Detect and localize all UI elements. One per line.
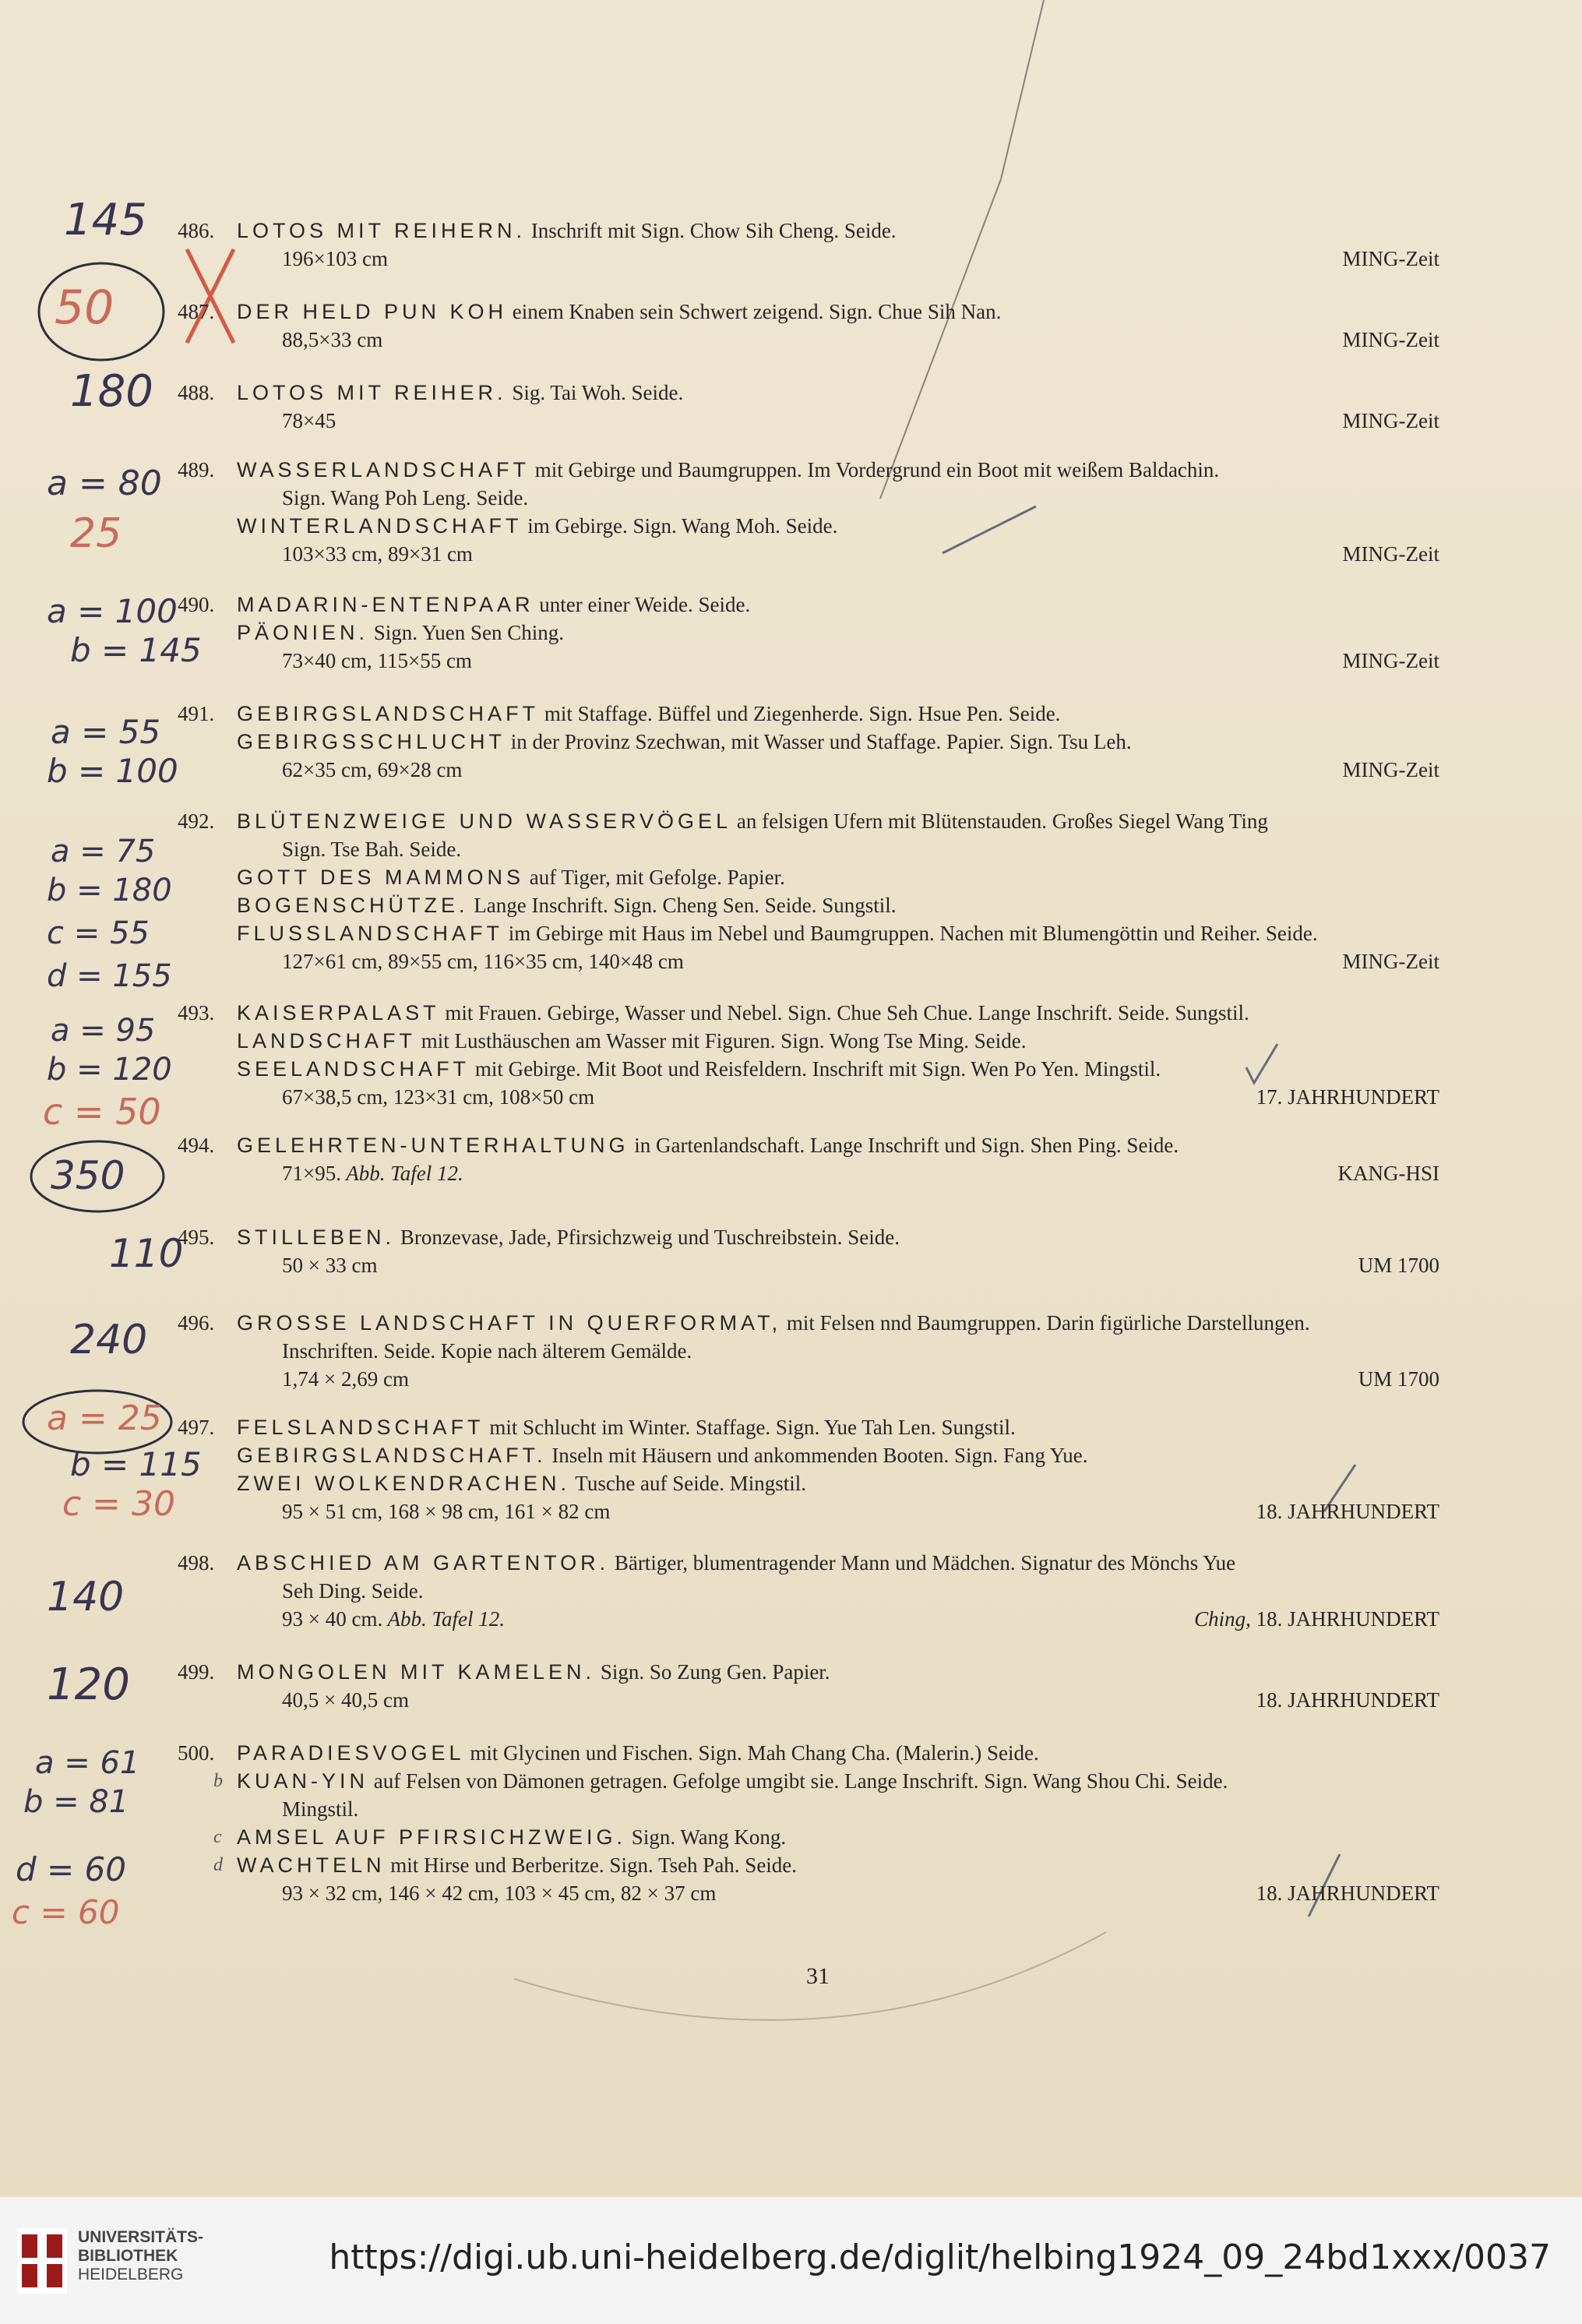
entry-line [178,1159,1439,1187]
artwork-description: Bärtiger, blumentragender Mann und Mädchen. Signatur des Mönchs Yue [609,1551,1236,1575]
artwork-description: Tusche auf Seide. Mingstil. [570,1472,807,1495]
artwork-title: STILLEBEN. [237,1225,396,1249]
artwork-title: AMSEL AUF PFIRSICHZWEIG. [237,1825,627,1849]
entry-line [178,700,1439,728]
entry-body [237,217,1439,245]
entry-number: 493. [178,1001,215,1024]
plate-reference: Abb. Tafel 12. [340,1162,463,1185]
entry-line [178,1055,1439,1083]
period-label: 17. JAHRHUNDERT [1256,1085,1439,1109]
handwritten-price: d = 60 [16,1850,126,1888]
artwork-description: Inseln mit Häusern und ankommenden Booten. Sign. Fang Yue. [546,1444,1088,1467]
entry-number: 491. [178,702,215,725]
entry-body [237,512,1439,540]
entry-line [178,1879,1439,1907]
artwork-title: GEBIRGSLANDSCHAFT [237,702,540,725]
entry-line [178,1767,1439,1795]
entry-body [237,456,1439,484]
artwork-description: im Gebirge mit Haus im Nebel und Baumgruppen. Nachen mit Blumengöttin und Reiher. Seide. [503,922,1318,945]
entry-line [178,1131,1439,1159]
entry-continuation: 67×38,5 cm, 123×31 cm, 108×50 cm [282,1085,595,1109]
entry-body [237,1223,1439,1251]
entry-continuation: 73×40 cm, 115×55 cm [282,649,472,672]
catalog-entry [178,1131,1439,1187]
entry-line [178,1337,1439,1365]
artwork-title: LANDSCHAFT [237,1029,417,1053]
handwritten-price: c = 55 [47,915,150,951]
entry-number: 500. [178,1741,215,1765]
artwork-description: einem Knaben sein Schwert zeigend. Sign. Chue Sih Nan. [507,300,1002,323]
entry-number: 497. [178,1416,215,1439]
artwork-description: Sign. Yuen Sen Ching. [368,621,565,644]
entry-body [237,1767,1439,1795]
entry-line [178,1469,1439,1497]
entry-body [237,298,1439,326]
entry-line [178,947,1439,975]
handwritten-price: a = 95 [51,1013,156,1049]
period-label: Ching, 18. JAHRHUNDERT [1194,1607,1439,1631]
sub-item-letter: b [213,1771,223,1791]
catalog-entry [178,1309,1439,1393]
entry-line [178,1497,1439,1525]
artwork-title: WASSERLANDSCHAFT [237,458,530,481]
artwork-description: Sign. So Zung Gen. Papier. [595,1660,830,1684]
artwork-title: KUAN-YIN [237,1769,369,1793]
artwork-description: Inschrift mit Sign. Chow Sih Cheng. Seide. [526,219,897,242]
entry-line [178,379,1439,407]
entry-number: 495. [178,1225,215,1249]
entry-continuation: 1,74 × 2,69 cm [282,1367,409,1391]
entry-line [178,835,1439,863]
catalog-entry [178,217,1439,273]
artwork-title: ZWEI WOLKENDRACHEN. [237,1472,571,1495]
artwork-title: MONGOLEN MIT KAMELEN. [237,1660,596,1684]
artwork-title: BLÜTENZWEIGE UND WASSERVÖGEL [237,809,732,833]
artwork-title: FELSLANDSCHAFT [237,1416,484,1439]
sub-item-letter: c [213,1827,222,1847]
artwork-title: LOTOS MIT REIHERN. [237,219,527,242]
artwork-title: PARADIESVOGEL [237,1741,465,1765]
entry-body [237,1027,1439,1055]
entry-body [237,1658,1439,1686]
entry-number: 490. [178,593,215,616]
artwork-description: Sig. Tai Woh. Seide. [506,381,684,404]
entry-line [178,1823,1439,1851]
handwritten-price: 145 [64,195,147,245]
handwritten-price: 140 [47,1574,125,1620]
plate-reference: Abb. Tafel 12. [382,1607,505,1631]
catalog-entry [178,298,1439,354]
handwritten-price: b = 100 [47,752,178,790]
entry-continuation: 95 × 51 cm, 168 × 98 cm, 161 × 82 cm [282,1500,611,1523]
entry-continuation: Inschriften. Seide. Kopie nach älterem Gemälde. [282,1339,692,1363]
handwritten-price: a = 61 [35,1745,140,1781]
entry-continuation: Sign. Wang Poh Leng. Seide. [282,486,529,510]
entry-number: 487. [178,300,215,323]
handwritten-price: a = 100 [47,592,178,630]
entry-line [178,1851,1439,1879]
entry-line [178,217,1439,245]
entry-line [178,756,1439,784]
entry-line [178,1739,1439,1767]
entry-line [178,1309,1439,1337]
period-label: MING-Zeit [1342,950,1439,973]
entry-number: 489. [178,458,215,481]
page-number: 31 [806,1963,830,1989]
entry-line [178,1223,1439,1251]
artwork-title: PÄONIEN. [237,621,369,644]
entry-line [178,1549,1439,1577]
entry-line [178,1365,1439,1393]
artwork-description: an felsigen Ufern mit Blütenstauden. Großes Siegel Wang Ting [731,809,1268,833]
entry-body [237,863,1439,891]
catalog-entry [178,1223,1439,1279]
entry-continuation: 93 × 40 cm. Abb. Tafel 12. [282,1607,505,1631]
university-seal-icon [17,2228,67,2294]
entry-continuation: 71×95. Abb. Tafel 12. [282,1162,463,1185]
entry-number: 492. [178,809,215,833]
entry-continuation: 40,5 × 40,5 cm [282,1688,409,1712]
period-label: 18. JAHRHUNDERT [1256,1500,1439,1523]
entry-line [178,591,1439,619]
handwritten-price: 120 [47,1659,130,1710]
entry-line [178,728,1439,756]
entry-line [178,1083,1439,1111]
entry-body [237,379,1439,407]
handwritten-price: 110 [109,1231,184,1276]
entry-body [237,1739,1439,1767]
entry-line [178,863,1439,891]
entry-line [178,1413,1439,1441]
entry-continuation: 93 × 32 cm, 146 × 42 cm, 103 × 45 cm, 82 × 37 cm [282,1881,717,1905]
entry-number: 498. [178,1551,215,1575]
period-label: MING-Zeit [1342,649,1439,672]
entry-continuation: 50 × 33 cm [282,1254,378,1277]
period-label: UM 1700 [1358,1254,1439,1277]
handwritten-price: 180 [70,366,153,417]
entry-continuation: 62×35 cm, 69×28 cm [282,758,463,781]
entry-body [237,807,1439,835]
period-label: MING-Zeit [1342,247,1439,270]
handwritten-price: c = 60 [12,1893,120,1931]
artwork-title: ABSCHIED AM GARTENTOR. [237,1551,610,1575]
handwritten-price: b = 145 [70,631,202,669]
artwork-title: KAISERPALAST [237,1001,440,1024]
period-label: MING-Zeit [1342,758,1439,781]
period-label: UM 1700 [1358,1367,1439,1391]
entry-number: 486. [178,219,215,242]
entry-number: 496. [178,1311,215,1335]
entry-body [237,891,1439,919]
entry-line [178,1251,1439,1279]
entry-body [237,1469,1439,1497]
entry-continuation: Mingstil. [282,1797,359,1821]
period-label: 18. JAHRHUNDERT [1256,1881,1439,1905]
period-label: MING-Zeit [1342,409,1439,432]
entry-body [237,1413,1439,1441]
artwork-title: GEBIRGSLANDSCHAFT. [237,1444,547,1467]
entry-body [237,1823,1439,1851]
handwritten-price: 240 [70,1317,148,1363]
entry-body [237,1309,1439,1337]
handwritten-price: a = 25 [47,1398,162,1438]
artwork-description: in der Provinz Szechwan, mit Wasser und Staffage. Papier. Sign. Tsu Leh. [506,730,1132,753]
entry-body [237,1851,1439,1879]
entry-line [178,1686,1439,1714]
entry-line [178,891,1439,919]
artwork-title: BOGENSCHÜTZE. [237,894,469,917]
artwork-description: mit Schlucht im Winter. Staffage. Sign. Yue Tah Len. Sungstil. [484,1416,1016,1439]
catalog-entry [178,1658,1439,1714]
handwritten-price: b = 115 [70,1445,202,1483]
entry-line [178,1027,1439,1055]
artwork-title: WINTERLANDSCHAFT [237,514,523,538]
period-label: MING-Zeit [1342,328,1439,351]
document-url[interactable]: https://digi.ub.uni-heidelberg.de/diglit/helbing1924_09_24bd1xxx/0037 [329,2238,1551,2277]
entry-body [237,1131,1439,1159]
handwritten-price: 350 [51,1153,125,1198]
sub-item-letter: d [213,1855,223,1875]
artwork-description: Sign. Wang Kong. [626,1825,787,1849]
period-label: KANG-HSI [1337,1162,1439,1185]
catalog-entry [178,591,1439,675]
entry-number: 488. [178,381,215,404]
entry-line [178,298,1439,326]
artwork-description: mit Glycinen und Fischen. Sign. Mah Chang Cha. (Malerin.) Seide. [464,1741,1039,1765]
handwritten-price: b = 120 [47,1052,172,1088]
library-name: UNIVERSITÄTS- BIBLIOTHEK HEIDELBERG [78,2228,204,2283]
period-label: MING-Zeit [1342,542,1439,566]
entry-continuation: 127×61 cm, 89×55 cm, 116×35 cm, 140×48 cm [282,950,684,973]
entry-body [237,591,1439,619]
artwork-title: GROSSE LANDSCHAFT IN QUERFORMAT, [237,1311,782,1335]
entry-line [178,245,1439,273]
entry-number: 499. [178,1660,215,1684]
artwork-description: auf Tiger, mit Gefolge. Papier. [524,866,785,889]
artwork-title: FLUSSLANDSCHAFT [237,922,504,945]
entry-line [178,919,1439,947]
handwritten-price: a = 75 [51,834,156,869]
entry-line [178,512,1439,540]
entry-line [178,647,1439,675]
artwork-description: mit Gebirge und Baumgruppen. Im Vordergrund ein Boot mit weißem Baldachin. [530,458,1220,481]
entry-continuation: Seh Ding. Seide. [282,1579,424,1603]
entry-body [237,700,1439,728]
artwork-title: LOTOS MIT REIHER. [237,381,507,404]
catalog-entry [178,700,1439,784]
handwritten-price: c = 50 [43,1091,161,1133]
catalog-entry [178,999,1439,1111]
entry-body [237,619,1439,647]
entry-body [237,1549,1439,1577]
artwork-title: GEBIRGSSCHLUCHT [237,730,506,753]
entry-line [178,1577,1439,1605]
entry-line [178,999,1439,1027]
handwritten-price: d = 155 [47,958,172,994]
handwritten-price: a = 55 [51,713,161,751]
catalog-entry [178,807,1439,975]
entry-body [237,999,1439,1027]
artwork-description: mit Felsen nnd Baumgruppen. Darin figürliche Darstellungen. [781,1311,1310,1335]
artwork-description: mit Staffage. Büffel und Ziegenherde. Sign. Hsue Pen. Seide. [539,702,1061,725]
entry-line [178,1605,1439,1633]
handwritten-price: c = 30 [62,1484,176,1524]
viewer-footer [0,2197,1582,2324]
catalog-entry [178,1549,1439,1633]
entry-line [178,1658,1439,1686]
artwork-description: mit Gebirge. Mit Boot und Reisfeldern. Inschrift mit Sign. Wen Po Yen. Mingstil. [470,1057,1161,1081]
entry-line [178,1441,1439,1469]
entry-number: 494. [178,1134,215,1157]
entry-line [178,326,1439,354]
artwork-description: im Gebirge. Sign. Wang Moh. Seide. [522,514,838,538]
artwork-title: DER HELD PUN KOH [237,300,508,323]
entry-continuation: 78×45 [282,409,336,432]
artwork-description: mit Lusthäuschen am Wasser mit Figuren. Sign. Wong Tse Ming. Seide. [416,1029,1027,1053]
handwritten-price: b = 81 [23,1784,129,1820]
entry-body [237,728,1439,756]
entry-continuation: Sign. Tse Bah. Seide. [282,838,462,861]
artwork-description: auf Felsen von Dämonen getragen. Gefolge umgibt sie. Lange Inschrift. Sign. Wang Shou Chi. Seide. [368,1769,1228,1793]
catalog-entry [178,456,1439,568]
artwork-description: Bronzevase, Jade, Pfirsichzweig und Tuschreibstein. Seide. [395,1225,900,1249]
entry-line [178,484,1439,512]
handwritten-price: b = 180 [47,873,172,908]
catalog-entry [178,1413,1439,1525]
catalog-entry [178,379,1439,435]
artwork-description: mit Hirse und Berberitze. Sign. Tseh Pah. Seide. [385,1853,798,1877]
entry-line [178,1795,1439,1823]
entry-continuation: 196×103 cm [282,247,388,270]
artwork-title: WACHTELN [237,1853,386,1877]
artwork-description: in Gartenlandschaft. Lange Inschrift und Sign. Shen Ping. Seide. [629,1134,1179,1157]
handwritten-price: 50 [55,280,115,335]
entry-body [237,1441,1439,1469]
entry-body [237,1055,1439,1083]
handwritten-price: a = 80 [47,464,162,503]
entry-body [237,919,1439,947]
entry-continuation: 88,5×33 cm [282,328,383,351]
handwritten-price: 25 [70,510,122,557]
artwork-description: Lange Inschrift. Sign. Cheng Sen. Seide. Sungstil. [468,894,897,917]
artwork-title: SEELANDSCHAFT [237,1057,470,1081]
entry-line [178,407,1439,435]
period-label: 18. JAHRHUNDERT [1256,1688,1439,1712]
artwork-description: unter einer Weide. Seide. [534,593,751,616]
entry-line [178,456,1439,484]
catalog-entry [178,1739,1439,1907]
artwork-title: GOTT DES MAMMONS [237,866,525,889]
entry-line [178,540,1439,568]
entry-line [178,807,1439,835]
artwork-description: mit Frauen. Gebirge, Wasser und Nebel. Sign. Chue Seh Chue. Lange Inschrift. Seide. Sungstil. [439,1001,1249,1024]
entry-continuation: 103×33 cm, 89×31 cm [282,542,473,566]
entry-line [178,619,1439,647]
artwork-title: GELEHRTEN-UNTERHALTUNG [237,1134,629,1157]
artwork-title: MADARIN-ENTENPAAR [237,593,534,616]
